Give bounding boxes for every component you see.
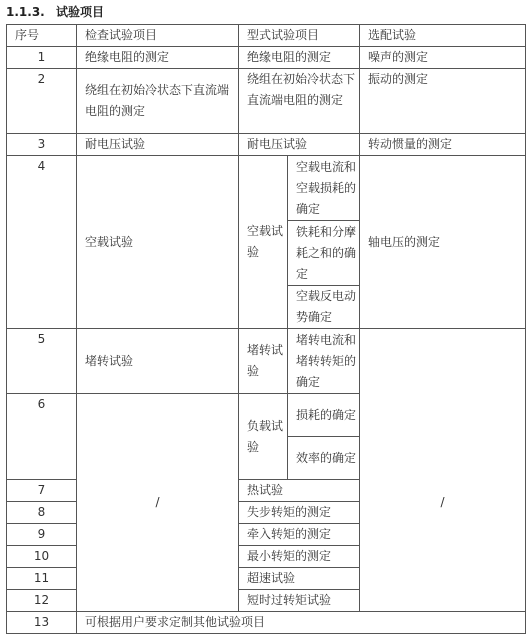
inspection-cell: 空载试验 [77, 156, 239, 329]
header-optional: 选配试验 [360, 25, 526, 47]
optional-cell-empty [360, 329, 526, 394]
type-cell: 绕组在初始冷状态下直流端电阻的测定 [239, 69, 360, 134]
type-sub-cell: 铁耗和分摩耗之和的确定 [288, 221, 360, 286]
seq-cell: 12 [7, 590, 77, 612]
optional-cell: 振动的测定 [360, 69, 526, 134]
seq-cell: 7 [7, 480, 77, 502]
type-cell: 牵入转矩的测定 [239, 524, 360, 546]
seq-cell: 10 [7, 546, 77, 568]
inspection-cell: 耐电压试验 [77, 134, 239, 156]
type-cell: 绝缘电阻的测定 [239, 47, 360, 69]
type-group-cell: 负载试验 [239, 394, 288, 480]
type-cell: 短时过转矩试验 [239, 590, 360, 612]
type-cell: 超速试验 [239, 568, 360, 590]
section-title: 试验项目 [56, 5, 105, 19]
seq-cell: 1 [7, 47, 77, 69]
seq-cell: 4 [7, 156, 77, 329]
type-cell: 最小转矩的测定 [239, 546, 360, 568]
type-cell: 热试验 [239, 480, 360, 502]
table-row [7, 394, 526, 437]
table-row [7, 69, 526, 134]
seq-cell: 13 [7, 612, 77, 634]
seq-cell: 3 [7, 134, 77, 156]
optional-cell: 轴电压的测定 [360, 156, 526, 329]
type-sub-cell: 空载电流和空载损耗的确定 [288, 156, 360, 221]
type-sub-cell: 空载反电动势确定 [288, 286, 360, 329]
type-sub-cell: 效率的确定 [288, 437, 360, 480]
type-cell: 耐电压试验 [239, 134, 360, 156]
seq-cell: 8 [7, 502, 77, 524]
type-sub-cell: 损耗的确定 [288, 394, 360, 437]
header-inspection: 检查试验项目 [77, 25, 239, 47]
type-group-cell: 空载试验 [239, 156, 288, 329]
section-heading [6, 3, 104, 20]
type-cell: 失步转矩的测定 [239, 502, 360, 524]
table-row [7, 612, 526, 634]
seq-cell: 5 [7, 329, 77, 394]
inspection-cell: 堵转试验 [77, 329, 239, 394]
table-row [7, 47, 526, 69]
seq-cell: 6 [7, 394, 77, 480]
seq-cell: 11 [7, 568, 77, 590]
table-row [7, 329, 526, 394]
seq-cell: 2 [7, 69, 77, 134]
seq-cell: 9 [7, 524, 77, 546]
header-type: 型式试验项目 [239, 25, 360, 47]
optional-cell: 噪声的测定 [360, 47, 526, 69]
inspection-cell: 绕组在初始冷状态下直流端电阻的测定 [77, 69, 239, 134]
section-number: 1.1.3. [6, 5, 45, 19]
type-group-cell: 堵转试验 [239, 329, 288, 394]
inspection-cell: 绝缘电阻的测定 [77, 47, 239, 69]
optional-slash-cell: / [360, 394, 526, 612]
type-sub-cell: 堵转电流和堵转转矩的确定 [288, 329, 360, 394]
optional-cell: 转动惯量的测定 [360, 134, 526, 156]
table-row [7, 156, 526, 221]
table-row [7, 134, 526, 156]
inspection-slash-cell: / [77, 394, 239, 612]
header-row [7, 25, 526, 47]
inspection-cell: 可根据用户要求定制其他试验项目 [77, 612, 526, 634]
header-seq: 序号 [7, 25, 77, 47]
test-items-table [6, 24, 526, 634]
